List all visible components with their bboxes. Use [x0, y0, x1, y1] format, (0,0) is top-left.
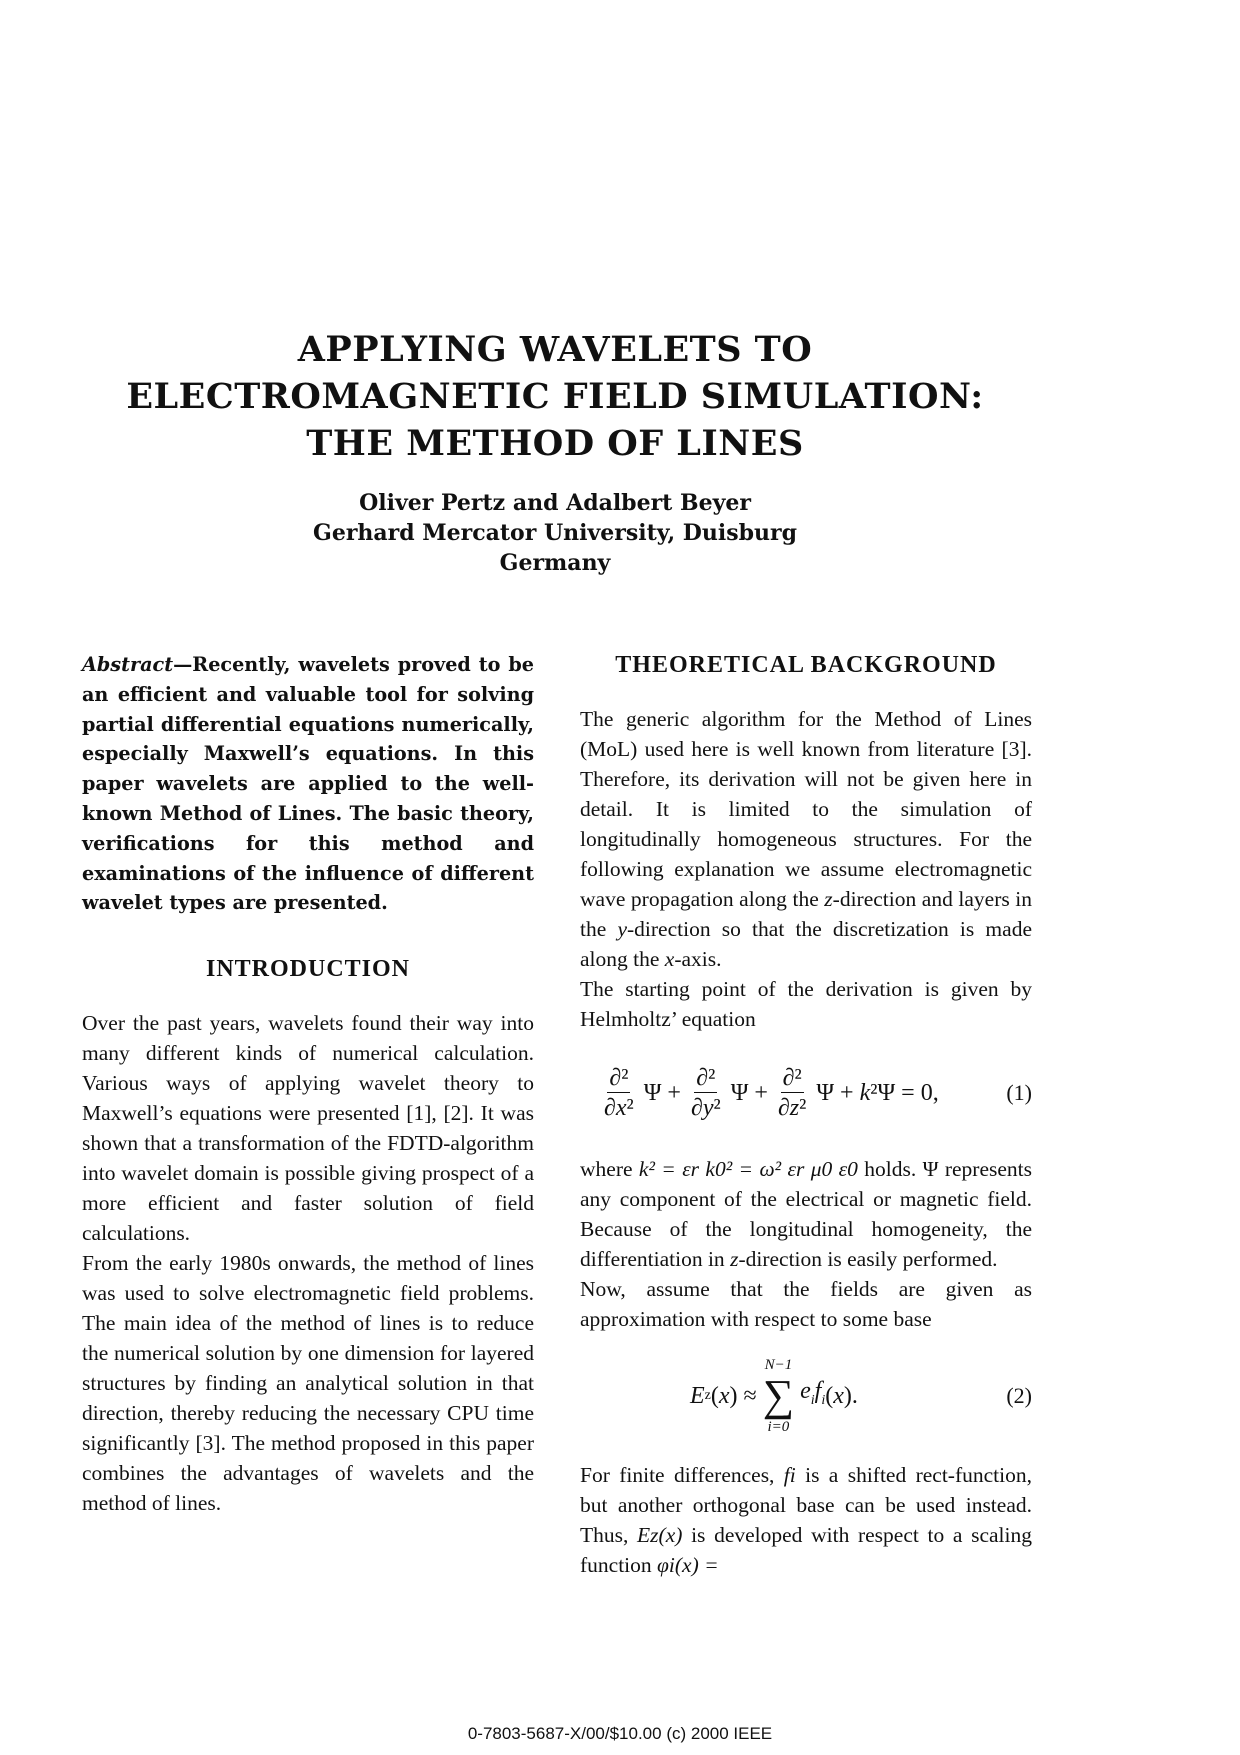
- theory-p3-text-b: holds. Ψ represents any component of the electrical or magnetic field. Because of the longitudinal homogeneity, the differentiation in: [580, 1157, 1033, 1271]
- theory-p1-text-b: -direction and layers in the: [580, 887, 1032, 941]
- author-block: [0, 488, 1110, 578]
- equation-2: [580, 1338, 1032, 1454]
- author-names: Oliver Pertz and Adalbert Beyer: [359, 490, 751, 516]
- title-line-1: APPLYING WAVELETS TO: [297, 329, 813, 370]
- theory-p3-text-a: where: [580, 1157, 639, 1181]
- wavenumber-expression: k² = εr k0² = ω² εr μ0 ε0: [638, 1157, 858, 1181]
- base-expansion-equation: E z ( x ) ≈ N−1 ∑ i=0 $e_if_i$ ( x ).: [690, 1357, 858, 1435]
- copyright-footer: 0-7803-5687-X/00/$10.00 (c) 2000 IEEE: [467, 1724, 773, 1743]
- abstract-lead: Abstract: [82, 653, 174, 676]
- theory-paragraph-3: [580, 1154, 1032, 1274]
- title-line-2: ELECTROMAGNETIC FIELD SIMULATION:: [126, 376, 984, 417]
- author-country: Germany: [499, 550, 611, 576]
- theory-paragraph-4: Now, assume that the fields are given as approximation with respect to some base: [580, 1277, 1032, 1331]
- helmholtz-equation: $\frac{\text{∂²}}{\text{∂x²}}$ Ψ + $\frac{\text{∂²}}{\text{∂y²}}$ Ψ + $\frac{\text{∂²}}{\text{∂z²}}$ Ψ + k ²Ψ = 0,: [604, 1064, 939, 1121]
- theory-p1-text-d: -axis.: [674, 947, 722, 971]
- var-z-2: z: [730, 1247, 739, 1271]
- theory-paragraph-2: The starting point of the derivation is given by Helmholtz’ equation: [580, 977, 1032, 1031]
- author-affiliation: Gerhard Mercator University, Duisburg: [313, 520, 797, 546]
- theory-p3-text-c: -direction is easily performed.: [738, 1247, 998, 1271]
- introduction-heading: INTRODUCTION: [205, 956, 411, 983]
- abstract-text: —Recently, wavelets proved to be an efficient and valuable tool for solving partial differential equations numerically, especially Maxwell’s equations. In this paper wavelets are applied to the well-known Method of Lines. The basic theory, verifications for this method and examinations of the influence of different wavelet types are presented.: [82, 653, 534, 915]
- theory-p5-text-a: For finite differences,: [580, 1463, 784, 1487]
- var-y: y: [617, 917, 627, 941]
- theory-heading: THEORETICAL BACKGROUND: [615, 652, 997, 678]
- var-ez: Ez(x): [637, 1523, 683, 1547]
- abstract: [82, 650, 534, 918]
- var-fi: fi: [783, 1463, 796, 1487]
- left-column: [82, 650, 534, 1518]
- theory-p1-text-a: The generic algorithm for the Method of Lines (MoL) used here is well known from literature [3]. Therefore, its derivation will not be given here in detail. It is limited to the simulation of longitudinally homogeneous structures. For the following explanation we assume electromagnetic wave propagation along the: [580, 707, 1032, 911]
- var-z: z: [824, 887, 833, 911]
- theory-paragraph-1: [580, 704, 1032, 974]
- var-phi: φi(x) =: [657, 1553, 719, 1577]
- right-column: [580, 650, 1032, 1580]
- theory-p5-text-c: is developed with respect to a scaling function: [580, 1523, 1033, 1577]
- equation-2-number: (2): [1006, 1383, 1032, 1408]
- equation-1: [580, 1038, 1032, 1148]
- theory-p5-text-b: is a shifted rect-function, but another orthogonal base can be used instead. Thus,: [580, 1463, 1032, 1547]
- introduction-paragraph-1: Over the past years, wavelets found their way into many different kinds of numerical calculation. Various ways of applying wavelet theory to Maxwell’s equations were presented [1], [2]. It was shown that a transformation of the FDTD-algorithm into wavelet domain is possible giving prospect of a more efficient and faster solution of field calculations.: [82, 1011, 534, 1246]
- equation-1-number: (1): [1006, 1080, 1032, 1105]
- paper-title: [0, 326, 1110, 467]
- theory-paragraph-5: [580, 1460, 1032, 1580]
- var-x: x: [664, 947, 675, 971]
- theory-p1-text-c: -direction so that the discretization is made along the: [580, 917, 1032, 971]
- title-line-3: THE METHOD OF LINES: [306, 423, 804, 464]
- introduction-paragraph-2: From the early 1980s onwards, the method of lines was used to solve electromagnetic field problems. The main idea of the method of lines is to reduce the numerical solution by one dimension for layered structures by finding an analytical solution in that direction, thereby reducing the necessary CPU time significantly [3]. The method proposed in this paper combines the advantages of wavelets and the method of lines.: [82, 1251, 534, 1516]
